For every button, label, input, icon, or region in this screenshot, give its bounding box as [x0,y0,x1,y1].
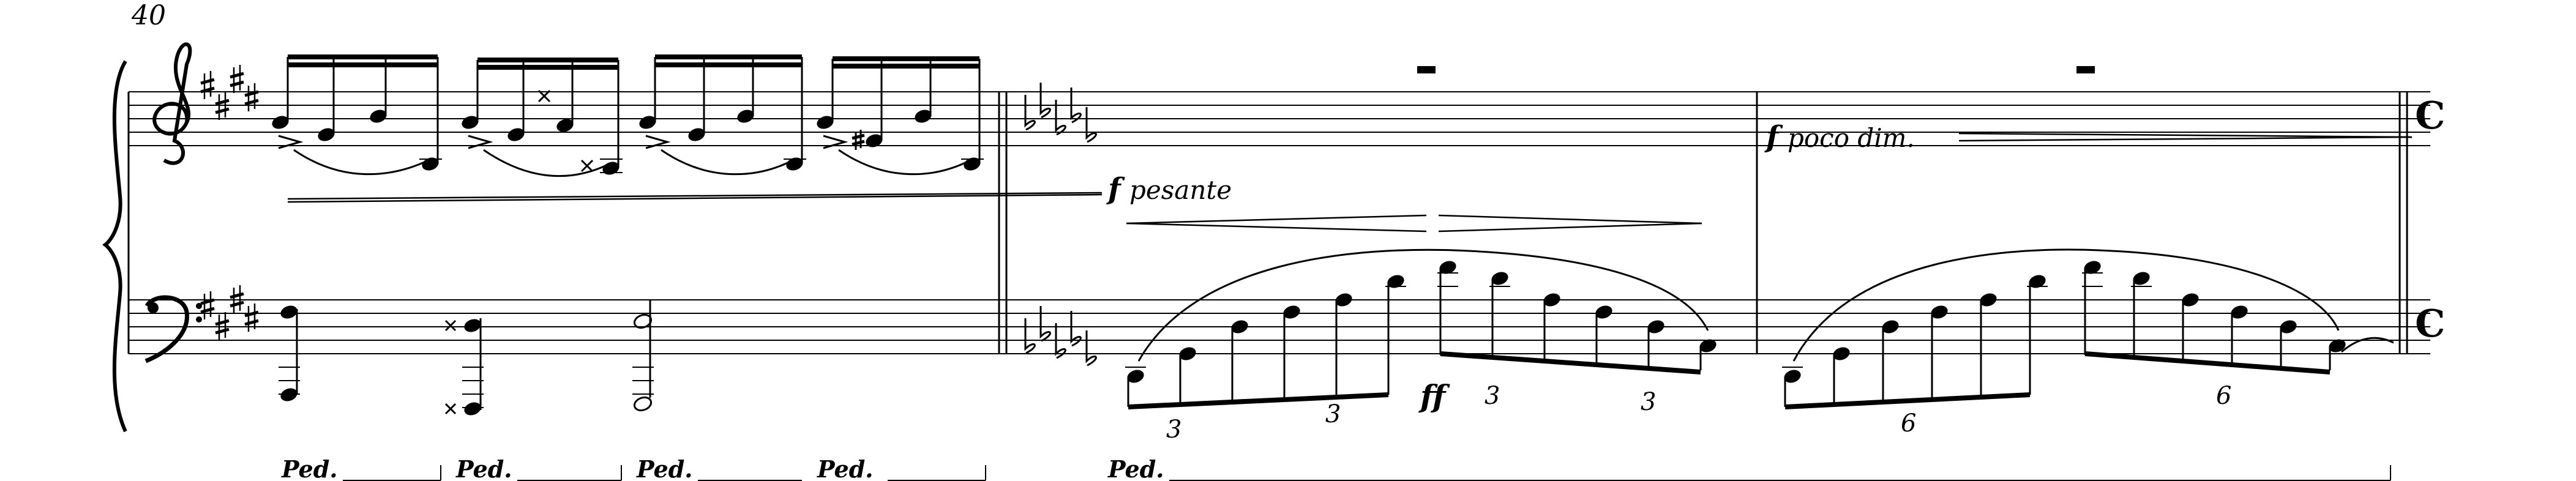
expression-poco-dim: poco dim. [1788,123,1915,153]
dynamic-forte-1: f [1108,172,1121,206]
dynamic-fortissimo: ff [1420,378,1446,414]
double-barline-3 [2400,92,2407,354]
tuplet-number: 3 [1166,416,1182,444]
crescendo-hairpin-m1 [288,193,1102,202]
key-signature-flats-bass [1025,306,1096,365]
diminuendo-hairpin-m3 [1959,133,2412,141]
pedal-mark: Ped. [637,455,693,481]
pedal-mark: Ped. [1108,455,1164,481]
time-signature-bass: C [2415,301,2446,346]
tuplet-number: 3 [1641,388,1657,416]
bass-arpeggio-m3 [1782,250,2394,407]
double-barline-1 [999,92,1006,354]
dynamic-forte-2: f [1766,120,1779,154]
hairpins-m2 [1126,215,1702,231]
tuplet-number: 3 [1485,382,1500,410]
expression-pesante: pesante [1129,175,1232,205]
tuplet-number: 6 [1901,409,1917,438]
tuplet-number: 3 [1325,400,1341,428]
pedal-mark: Ped. [817,455,874,481]
treble-note-groups-m1 [270,57,984,177]
whole-rests [1417,66,2095,73]
bass-chords-m1 [279,300,654,417]
tuplet-number: 6 [2216,382,2232,410]
grand-staff-brace [105,61,125,431]
measure-number: 40 [132,0,166,31]
time-signature-treble: C [2415,93,2446,138]
bass-clef [146,297,202,361]
pedal-mark: Ped. [456,455,512,481]
pedal-mark: Ped. [282,455,338,481]
